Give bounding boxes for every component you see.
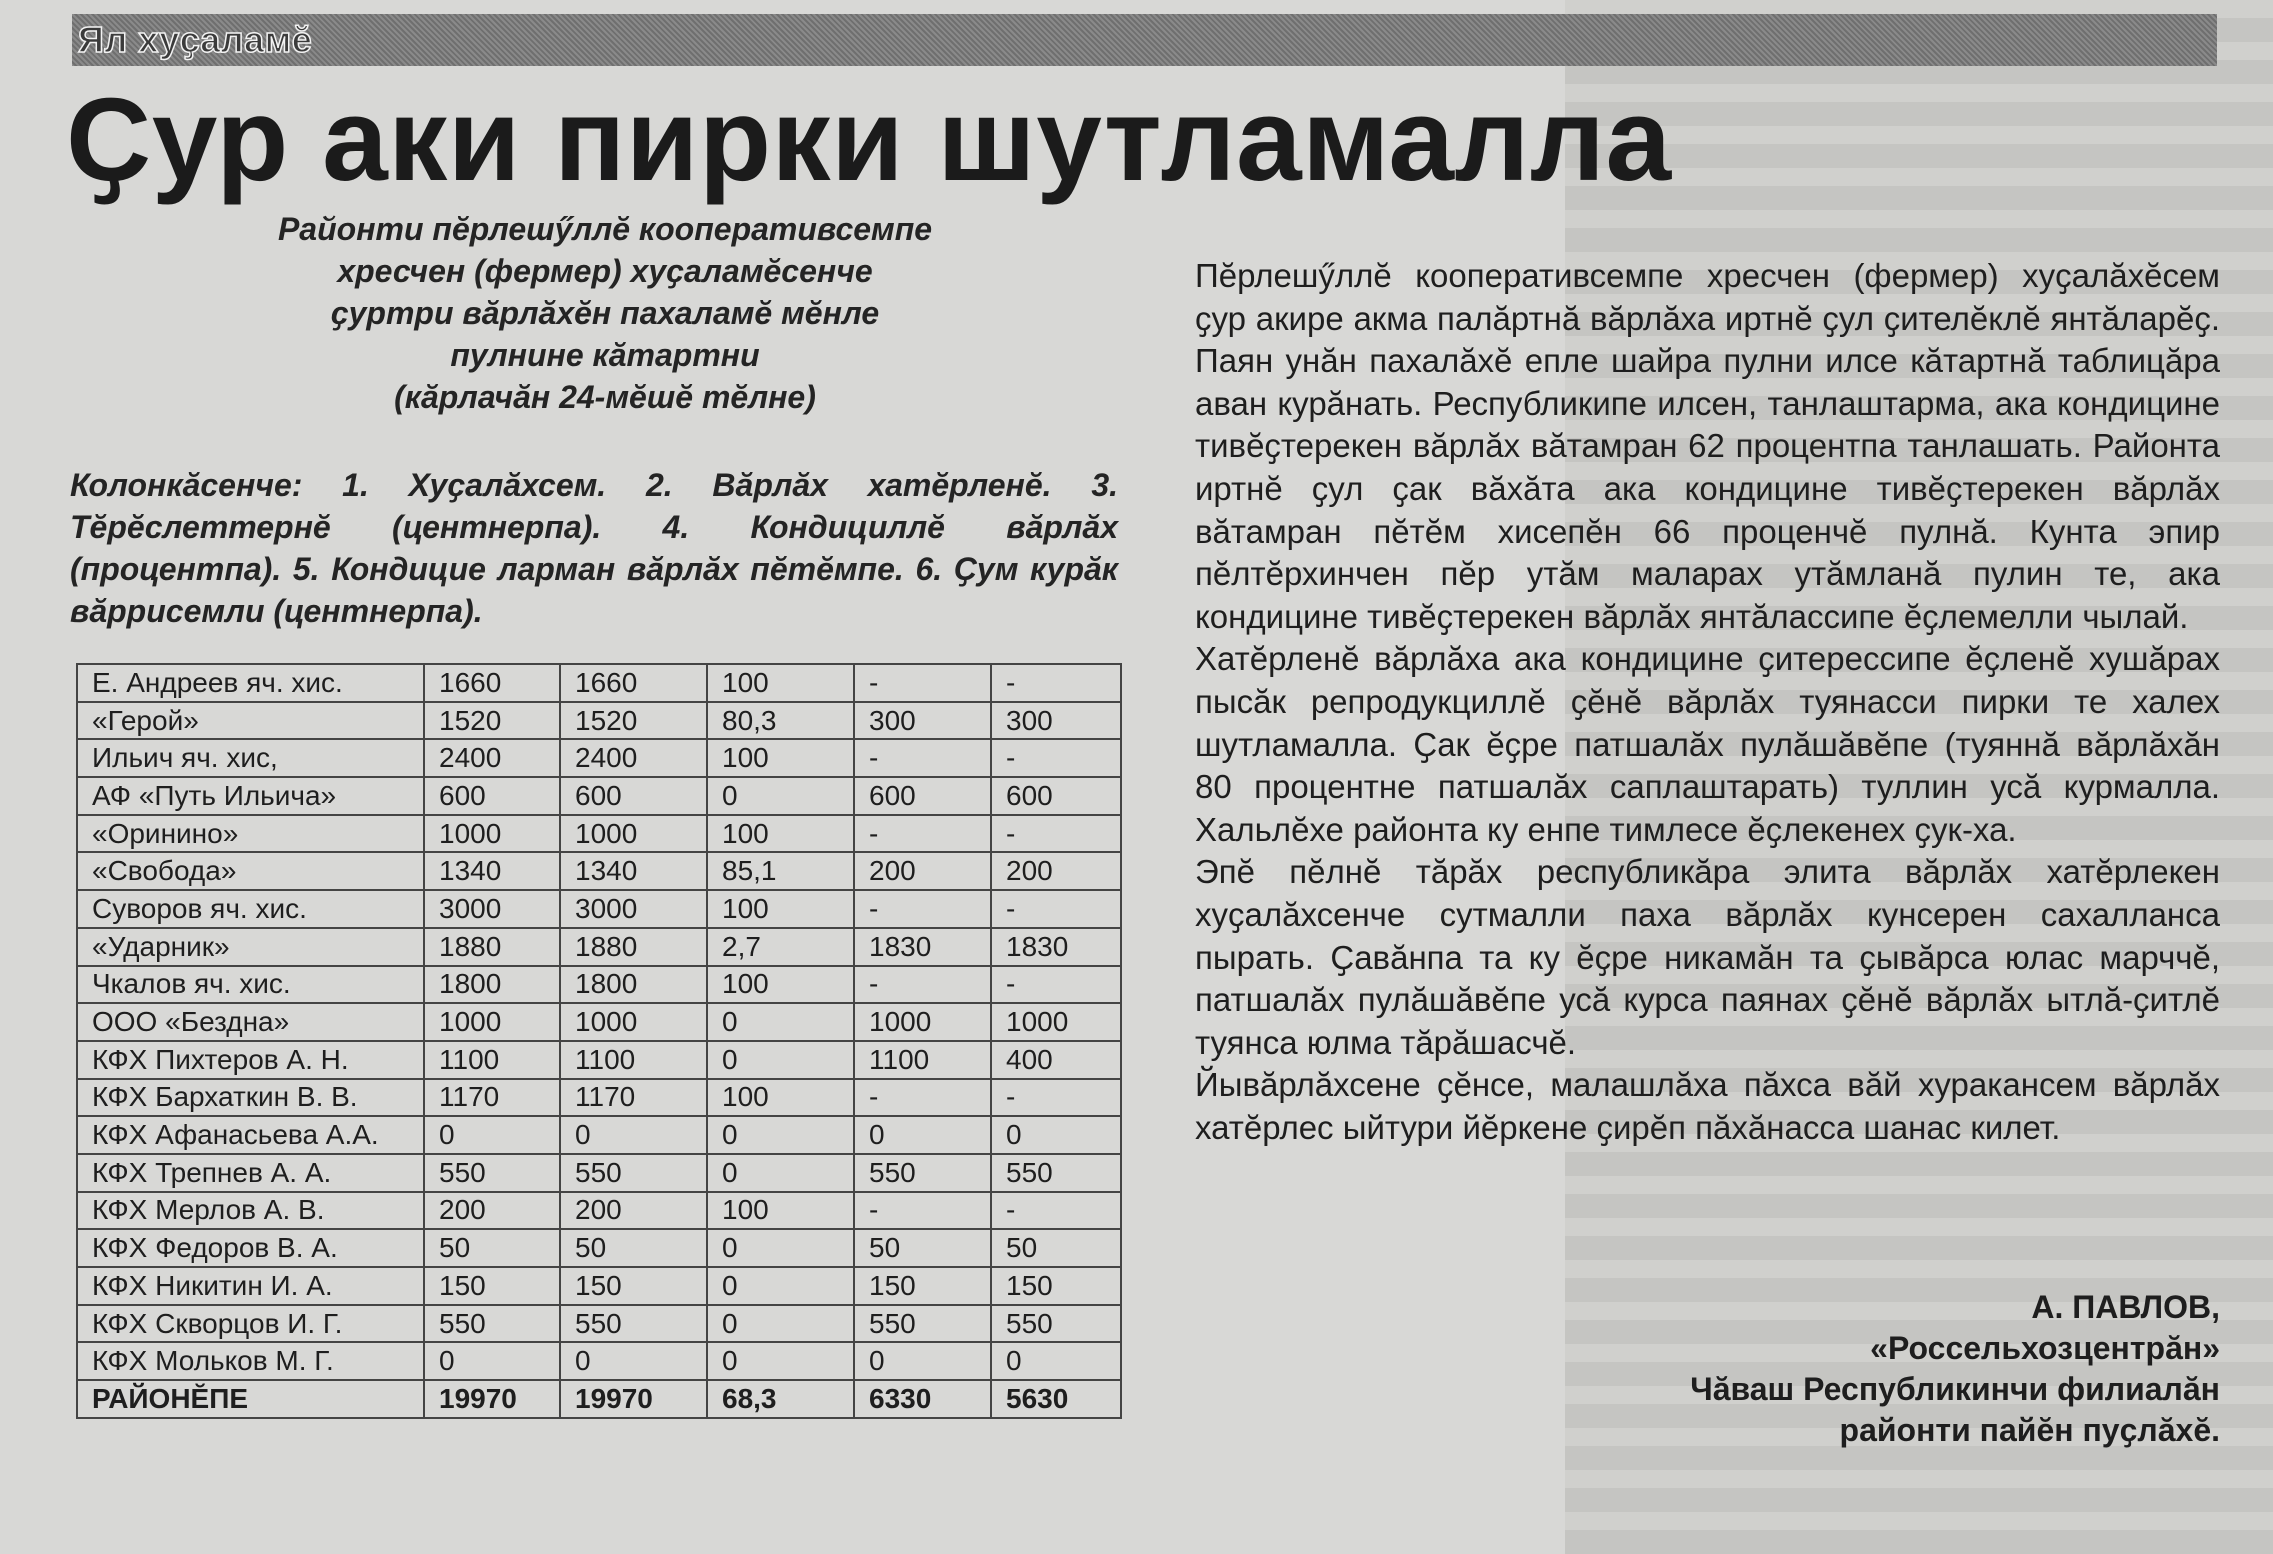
table-cell: 550: [424, 1154, 560, 1192]
table-cell: -: [854, 966, 991, 1004]
table-cell: 1800: [424, 966, 560, 1004]
table-cell: 200: [424, 1192, 560, 1230]
article-body: [1195, 255, 2220, 1149]
table-cell: 0: [707, 1342, 854, 1380]
rubric-bar: [72, 14, 2217, 66]
table-cell: 100: [707, 1079, 854, 1117]
table-total-cell: 6330: [854, 1380, 991, 1418]
table-cell: «Свобода»: [77, 852, 424, 890]
table-cell: 50: [991, 1229, 1121, 1267]
table-cell: 2400: [560, 739, 707, 777]
subtitle-line: (кăрлачăн 24-мĕшĕ тĕлне): [394, 379, 816, 415]
table-cell: 1340: [424, 852, 560, 890]
table-cell: 0: [707, 1229, 854, 1267]
table-cell: 300: [854, 702, 991, 740]
table-row: [77, 852, 1121, 890]
table-row: [77, 815, 1121, 853]
table-cell: 1000: [424, 1003, 560, 1041]
table-row: [77, 702, 1121, 740]
table-cell: 1520: [560, 702, 707, 740]
table-cell: КФХ Мольков М. Г.: [77, 1342, 424, 1380]
table-cell: 400: [991, 1041, 1121, 1079]
table-cell: 1800: [560, 966, 707, 1004]
table-total-cell: 5630: [991, 1380, 1121, 1418]
table-cell: 200: [560, 1192, 707, 1230]
table-total-cell: 68,3: [707, 1380, 854, 1418]
table-cell: 1340: [560, 852, 707, 890]
table-cell: 1520: [424, 702, 560, 740]
table-total-row: [77, 1380, 1121, 1418]
table-cell: 1880: [560, 928, 707, 966]
table-row: [77, 1079, 1121, 1117]
table-cell: 150: [424, 1267, 560, 1305]
table-cell: 100: [707, 815, 854, 853]
table-cell: 0: [707, 1003, 854, 1041]
subtitle-line: Районти пĕрлешӳллĕ кооперативсемпе: [277, 211, 933, 247]
table-total-cell: РАЙОНĔПЕ: [77, 1380, 424, 1418]
table-cell: 1100: [424, 1041, 560, 1079]
table-cell: 1100: [560, 1041, 707, 1079]
table-cell: 150: [991, 1267, 1121, 1305]
table-cell: 85,1: [707, 852, 854, 890]
table-row: [77, 1192, 1121, 1230]
table-cell: 1000: [991, 1003, 1121, 1041]
table-cell: 0: [854, 1116, 991, 1154]
table-cell: 1000: [854, 1003, 991, 1041]
table-cell: 0: [854, 1342, 991, 1380]
table-cell: -: [854, 890, 991, 928]
table-cell: 1660: [424, 664, 560, 702]
table-cell: 50: [854, 1229, 991, 1267]
table-cell: -: [854, 1192, 991, 1230]
table-cell: 1170: [424, 1079, 560, 1117]
table-cell: 550: [560, 1305, 707, 1343]
table-cell: КФХ Пихтеров А. Н.: [77, 1041, 424, 1079]
table-cell: -: [854, 739, 991, 777]
table-cell: 600: [854, 777, 991, 815]
table-cell: 1830: [854, 928, 991, 966]
table-cell: КФХ Федоров В. А.: [77, 1229, 424, 1267]
table-cell: 300: [991, 702, 1121, 740]
table-cell: 550: [854, 1154, 991, 1192]
table-cell: 3000: [560, 890, 707, 928]
table-cell: -: [991, 1192, 1121, 1230]
table-cell: 100: [707, 1192, 854, 1230]
table-row: [77, 777, 1121, 815]
table-cell: КФХ Афанасьева А.А.: [77, 1116, 424, 1154]
table-cell: 150: [560, 1267, 707, 1305]
signature-org: «Россельхозцентрăн»: [1870, 1330, 2220, 1366]
table-cell: 550: [424, 1305, 560, 1343]
table-cell: -: [991, 890, 1121, 928]
table-cell: 0: [560, 1342, 707, 1380]
table-cell: 2,7: [707, 928, 854, 966]
table-cell: 0: [707, 1267, 854, 1305]
table-row: [77, 1229, 1121, 1267]
table-cell: 0: [991, 1342, 1121, 1380]
table-cell: 1660: [560, 664, 707, 702]
signature-position: районти пайĕн пуҫлăхĕ.: [1839, 1412, 2220, 1448]
subtitle-line: хресчен (фермер) хуҫаламĕсенче: [337, 253, 873, 289]
table-total-cell: 19970: [560, 1380, 707, 1418]
table-cell: ООО «Бездна»: [77, 1003, 424, 1041]
table-row: [77, 1041, 1121, 1079]
table-cell: 0: [560, 1116, 707, 1154]
table-row: [77, 928, 1121, 966]
table-cell: 0: [707, 1154, 854, 1192]
table-cell: 100: [707, 890, 854, 928]
table-row: [77, 664, 1121, 702]
table-cell: -: [991, 664, 1121, 702]
article-paragraph: Пĕрлешӳллĕ кооперативсемпе хресчен (фермер) хуҫалăхĕсем ҫур акире акма палăртнă вăрлăха иртнĕ ҫул ҫителĕклĕ янтăларĕҫ. Паян унăн пахалăхĕ епле шайра пулни илсе кăтартнă таблицăра аван курăнать. Республикипе илсен, танлаштарма, ака кондицине тивĕҫтерекен вăрлăх вăтамран 62 процентпа танлашать. Районта иртнĕ ҫул ҫак вăхăта ака кондицине тивĕҫтерекен вăрлăх вăтамран пĕтĕм хисепĕн 66 проценчĕ пулнă. Кунта эпир пĕлтĕрхинчен пĕр утăм маларах утăмланă пулин те, ака кондицине тивĕҫтерекен вăрлăх янтăлассипе ĕҫлемелли чылай.: [1195, 257, 2220, 635]
table-cell: 600: [991, 777, 1121, 815]
table-cell: -: [854, 664, 991, 702]
table-cell: 200: [854, 852, 991, 890]
signature-branch: Чăваш Республикинчи филиалăн: [1690, 1371, 2220, 1407]
table-cell: КФХ Трепнев А. А.: [77, 1154, 424, 1192]
seed-quality-table: [76, 663, 1122, 1419]
signature: [1300, 1287, 2220, 1451]
table-cell: «Герой»: [77, 702, 424, 740]
table-row: [77, 1267, 1121, 1305]
table-cell: -: [991, 1079, 1121, 1117]
subtitle: [130, 208, 1080, 418]
table-cell: 80,3: [707, 702, 854, 740]
table-row: [77, 1116, 1121, 1154]
headline: Ҫур аки пирки шутламалла: [66, 74, 1672, 206]
article-paragraph: Эпĕ пĕлнĕ тăрăх республикăра элита вăрлăх хатĕрлекен хуҫалăхсенче сутмалли паха вăрлăх кунсерен сахалланса пырать. Ҫавăнпа та ку ĕҫре никамăн та ҫывăрса юлас марччĕ, патшалăх пулăшăвĕпе усă курса паянах ҫĕнĕ вăрлăх ытлă-ҫитлĕ туянса юлма тăрăшасчĕ.: [1195, 853, 2220, 1061]
table-cell: Чкалов яч. хис.: [77, 966, 424, 1004]
table-cell: 50: [424, 1229, 560, 1267]
table-cell: 600: [560, 777, 707, 815]
table-row: [77, 1305, 1121, 1343]
table-cell: 550: [854, 1305, 991, 1343]
table-cell: КФХ Скворцов И. Г.: [77, 1305, 424, 1343]
table-cell: -: [854, 1079, 991, 1117]
table-cell: 50: [560, 1229, 707, 1267]
table-cell: «Ударник»: [77, 928, 424, 966]
table-cell: 550: [991, 1154, 1121, 1192]
table-cell: 0: [707, 1116, 854, 1154]
table-cell: 1170: [560, 1079, 707, 1117]
table-cell: 550: [560, 1154, 707, 1192]
table-cell: 550: [991, 1305, 1121, 1343]
article-paragraph: Хатĕрленĕ вăрлăха ака кондицине ҫитерессипе ĕҫленĕ хушăрах пысăк репродукциллĕ ҫĕнĕ вăрлăх туянасси пирки те халех шутламалла. Ҫак ĕҫре патшалăх пулăшăвĕпе (туяннă вăрлăхăн 80 процентне патшалăх саплаштарать) туллин усă курмалла. Хальлĕхе районта ку енпе тимлесе ĕҫлекенех ҫук-ха.: [1195, 640, 2220, 848]
table-cell: 1000: [424, 815, 560, 853]
table-cell: -: [854, 815, 991, 853]
table-cell: -: [991, 815, 1121, 853]
table-cell: 0: [424, 1116, 560, 1154]
table-cell: 100: [707, 664, 854, 702]
table-cell: 1000: [560, 815, 707, 853]
table-total-cell: 19970: [424, 1380, 560, 1418]
table-cell: -: [991, 739, 1121, 777]
rubric-label: Ял хуҫаламĕ: [78, 19, 313, 60]
table-cell: 100: [707, 966, 854, 1004]
table-cell: КФХ Никитин И. А.: [77, 1267, 424, 1305]
table-cell: 200: [991, 852, 1121, 890]
table-cell: -: [991, 966, 1121, 1004]
table-cell: КФХ Бархаткин В. В.: [77, 1079, 424, 1117]
table-cell: 600: [424, 777, 560, 815]
subtitle-line: пулнине кăтартни: [450, 337, 760, 373]
table-cell: КФХ Мерлов А. В.: [77, 1192, 424, 1230]
table-cell: 100: [707, 739, 854, 777]
table-cell: 3000: [424, 890, 560, 928]
table-cell: 1100: [854, 1041, 991, 1079]
table-cell: 0: [424, 1342, 560, 1380]
table-legend: Колонкăсенче: 1. Хуҫалăхсем. 2. Вăрлăх хатĕрленĕ. 3. Тĕрĕслеттернĕ (центнерпа). 4. Кондициллĕ вăрлăх (процентпа). 5. Кондицие ларман вăрлăх пĕтĕмпе. 6. Ҫум курăк вăррисемли (центнерпа).: [70, 467, 1118, 629]
article-paragraph: Йывăрлăхсене ҫĕнсе, малашлăха пăхса вăй хуракансем вăрлăх хатĕрлес ыйтури йĕркене ҫирĕп пăхăнасса шанас килет.: [1195, 1066, 2220, 1146]
table-cell: 1830: [991, 928, 1121, 966]
table-cell: 0: [707, 777, 854, 815]
signature-author: А. ПАВЛОВ,: [2031, 1289, 2220, 1325]
table-cell: 0: [707, 1041, 854, 1079]
table-cell: «Оринино»: [77, 815, 424, 853]
table-row: [77, 890, 1121, 928]
table-row: [77, 1154, 1121, 1192]
table-cell: 0: [991, 1116, 1121, 1154]
table-cell: 0: [707, 1305, 854, 1343]
table-cell: 150: [854, 1267, 991, 1305]
table-cell: АФ «Путь Ильича»: [77, 777, 424, 815]
table-cell: Суворов яч. хис.: [77, 890, 424, 928]
table-row: [77, 739, 1121, 777]
table-row: [77, 1003, 1121, 1041]
table-cell: 1000: [560, 1003, 707, 1041]
table-cell: 1880: [424, 928, 560, 966]
subtitle-line: ҫуртри вăрлăхĕн пахаламĕ мĕнле: [330, 295, 880, 331]
table-row: [77, 1342, 1121, 1380]
table-row: [77, 966, 1121, 1004]
table-cell: 2400: [424, 739, 560, 777]
table-cell: Ильич яч. хис,: [77, 739, 424, 777]
table-body: [77, 664, 1121, 1418]
table-cell: Е. Андреев яч. хис.: [77, 664, 424, 702]
